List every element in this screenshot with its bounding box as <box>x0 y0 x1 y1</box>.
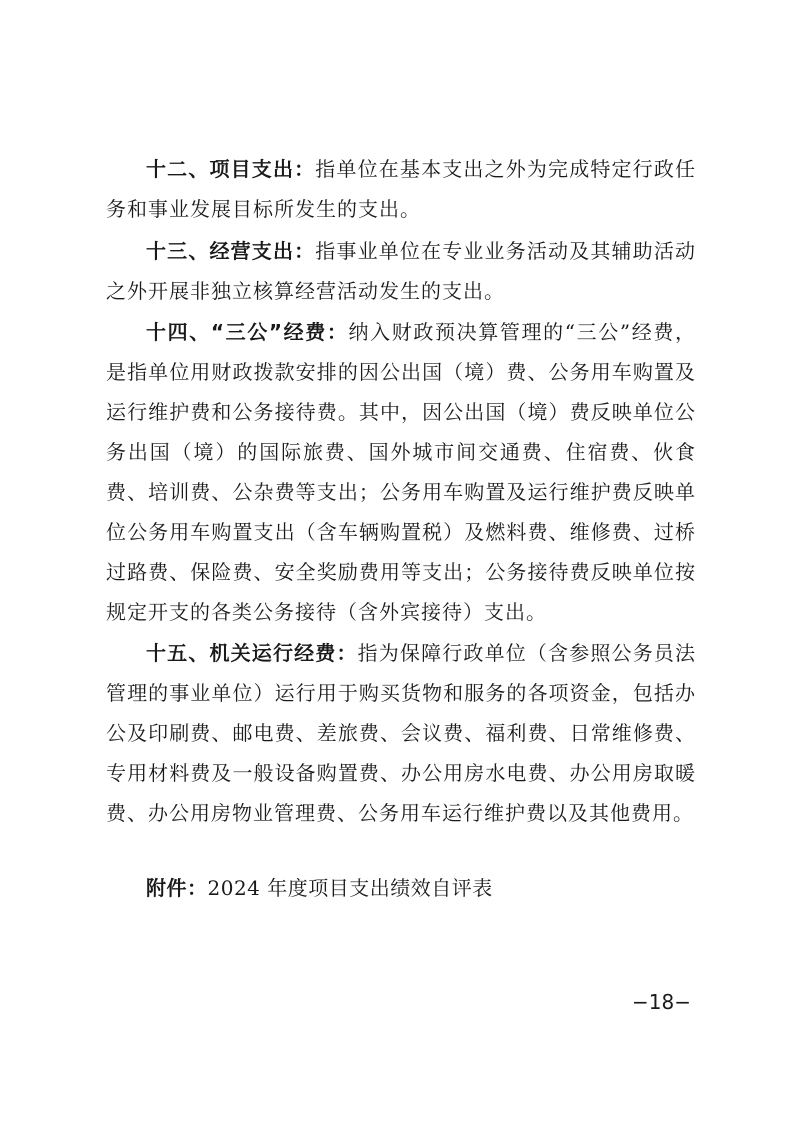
term-definition: 指单位在基本支出之外为完成特定行政任务和事业发展目标所发生的支出。 <box>106 157 697 221</box>
term-definition: 指事业单位在专业业务活动及其辅助活动之外开展非独立核算经营活动发生的支出。 <box>106 239 697 303</box>
attachment-title: 2024 年度项目支出绩效自评表 <box>207 876 493 900</box>
term-definition: 指为保障行政单位（含参照公务员法管理的事业单位）运行用于购买货物和服务的各项资金，包括办公及印刷费、邮电费、差旅费、会议费、福利费、日常维修费、专用材料费及一般设备购置费、办公用房水电费、办公用房取暖费、办公用房物业管理费、公务用车运行维护费以及其他费用。 <box>106 641 697 825</box>
paragraph-project-expenditure <box>106 149 696 229</box>
term-heading: 十四、“三公”经费： <box>146 320 349 344</box>
paragraph-three-public-expenses <box>106 312 696 632</box>
paragraph-agency-operating-funds <box>106 633 696 833</box>
term-definition: 纳入财政预决算管理的“三公”经费，是指单位用财政拨款安排的因公出国（境）费、公务用车购置及运行维护费和公务接待费。其中，因公出国（境）费反映单位公务出国（境）的国际旅费、国外城市间交通费、住宿费、伙食费、培训费、公杂费等支出；公务用车购置及运行维护费反映单位公务用车购置支出（含车辆购置税）及燃料费、维修费、过桥过路费、保险费、安全奖励费用等支出；公务接待费反映单位按规定开支的各类公务接待（含外宾接待）支出。 <box>106 320 696 624</box>
term-heading: 十二、项目支出： <box>146 157 316 181</box>
document-body <box>106 149 696 833</box>
page-number: −18− <box>632 990 691 1014</box>
paragraph-operating-expenditure <box>106 231 696 311</box>
term-heading: 十五、机关运行经费： <box>146 641 358 665</box>
attachment-line <box>146 872 493 904</box>
term-heading: 十三、经营支出： <box>146 239 316 263</box>
attachment-label: 附件： <box>146 876 208 900</box>
